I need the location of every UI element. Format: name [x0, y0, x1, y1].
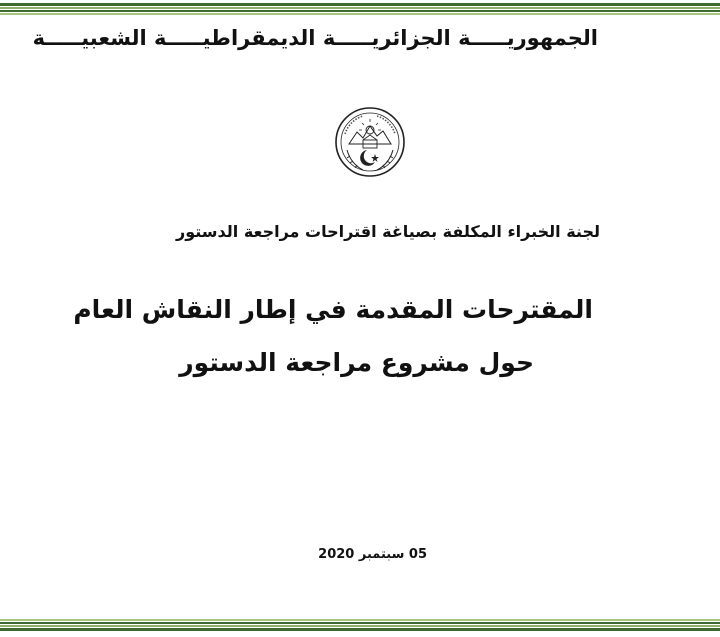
document-date: 05 سبتمبر 2020	[318, 547, 427, 562]
country-header: الجمهوريـــــة الجزائريـــــة الديمقراطيـــــة الشعبيـــــة	[32, 26, 598, 50]
document-title-line2: حول مشروع مراجعة الدستور	[179, 348, 534, 377]
bottom-border	[0, 617, 720, 637]
committee-name: لجنة الخبراء المكلفة بصياغة اقتراحات مراجعة الدستور	[176, 222, 600, 241]
top-border	[0, 0, 720, 20]
document-title-line1: المقترحات المقدمة في إطار النقاش العام	[73, 295, 593, 324]
algeria-emblem-icon	[333, 104, 407, 180]
